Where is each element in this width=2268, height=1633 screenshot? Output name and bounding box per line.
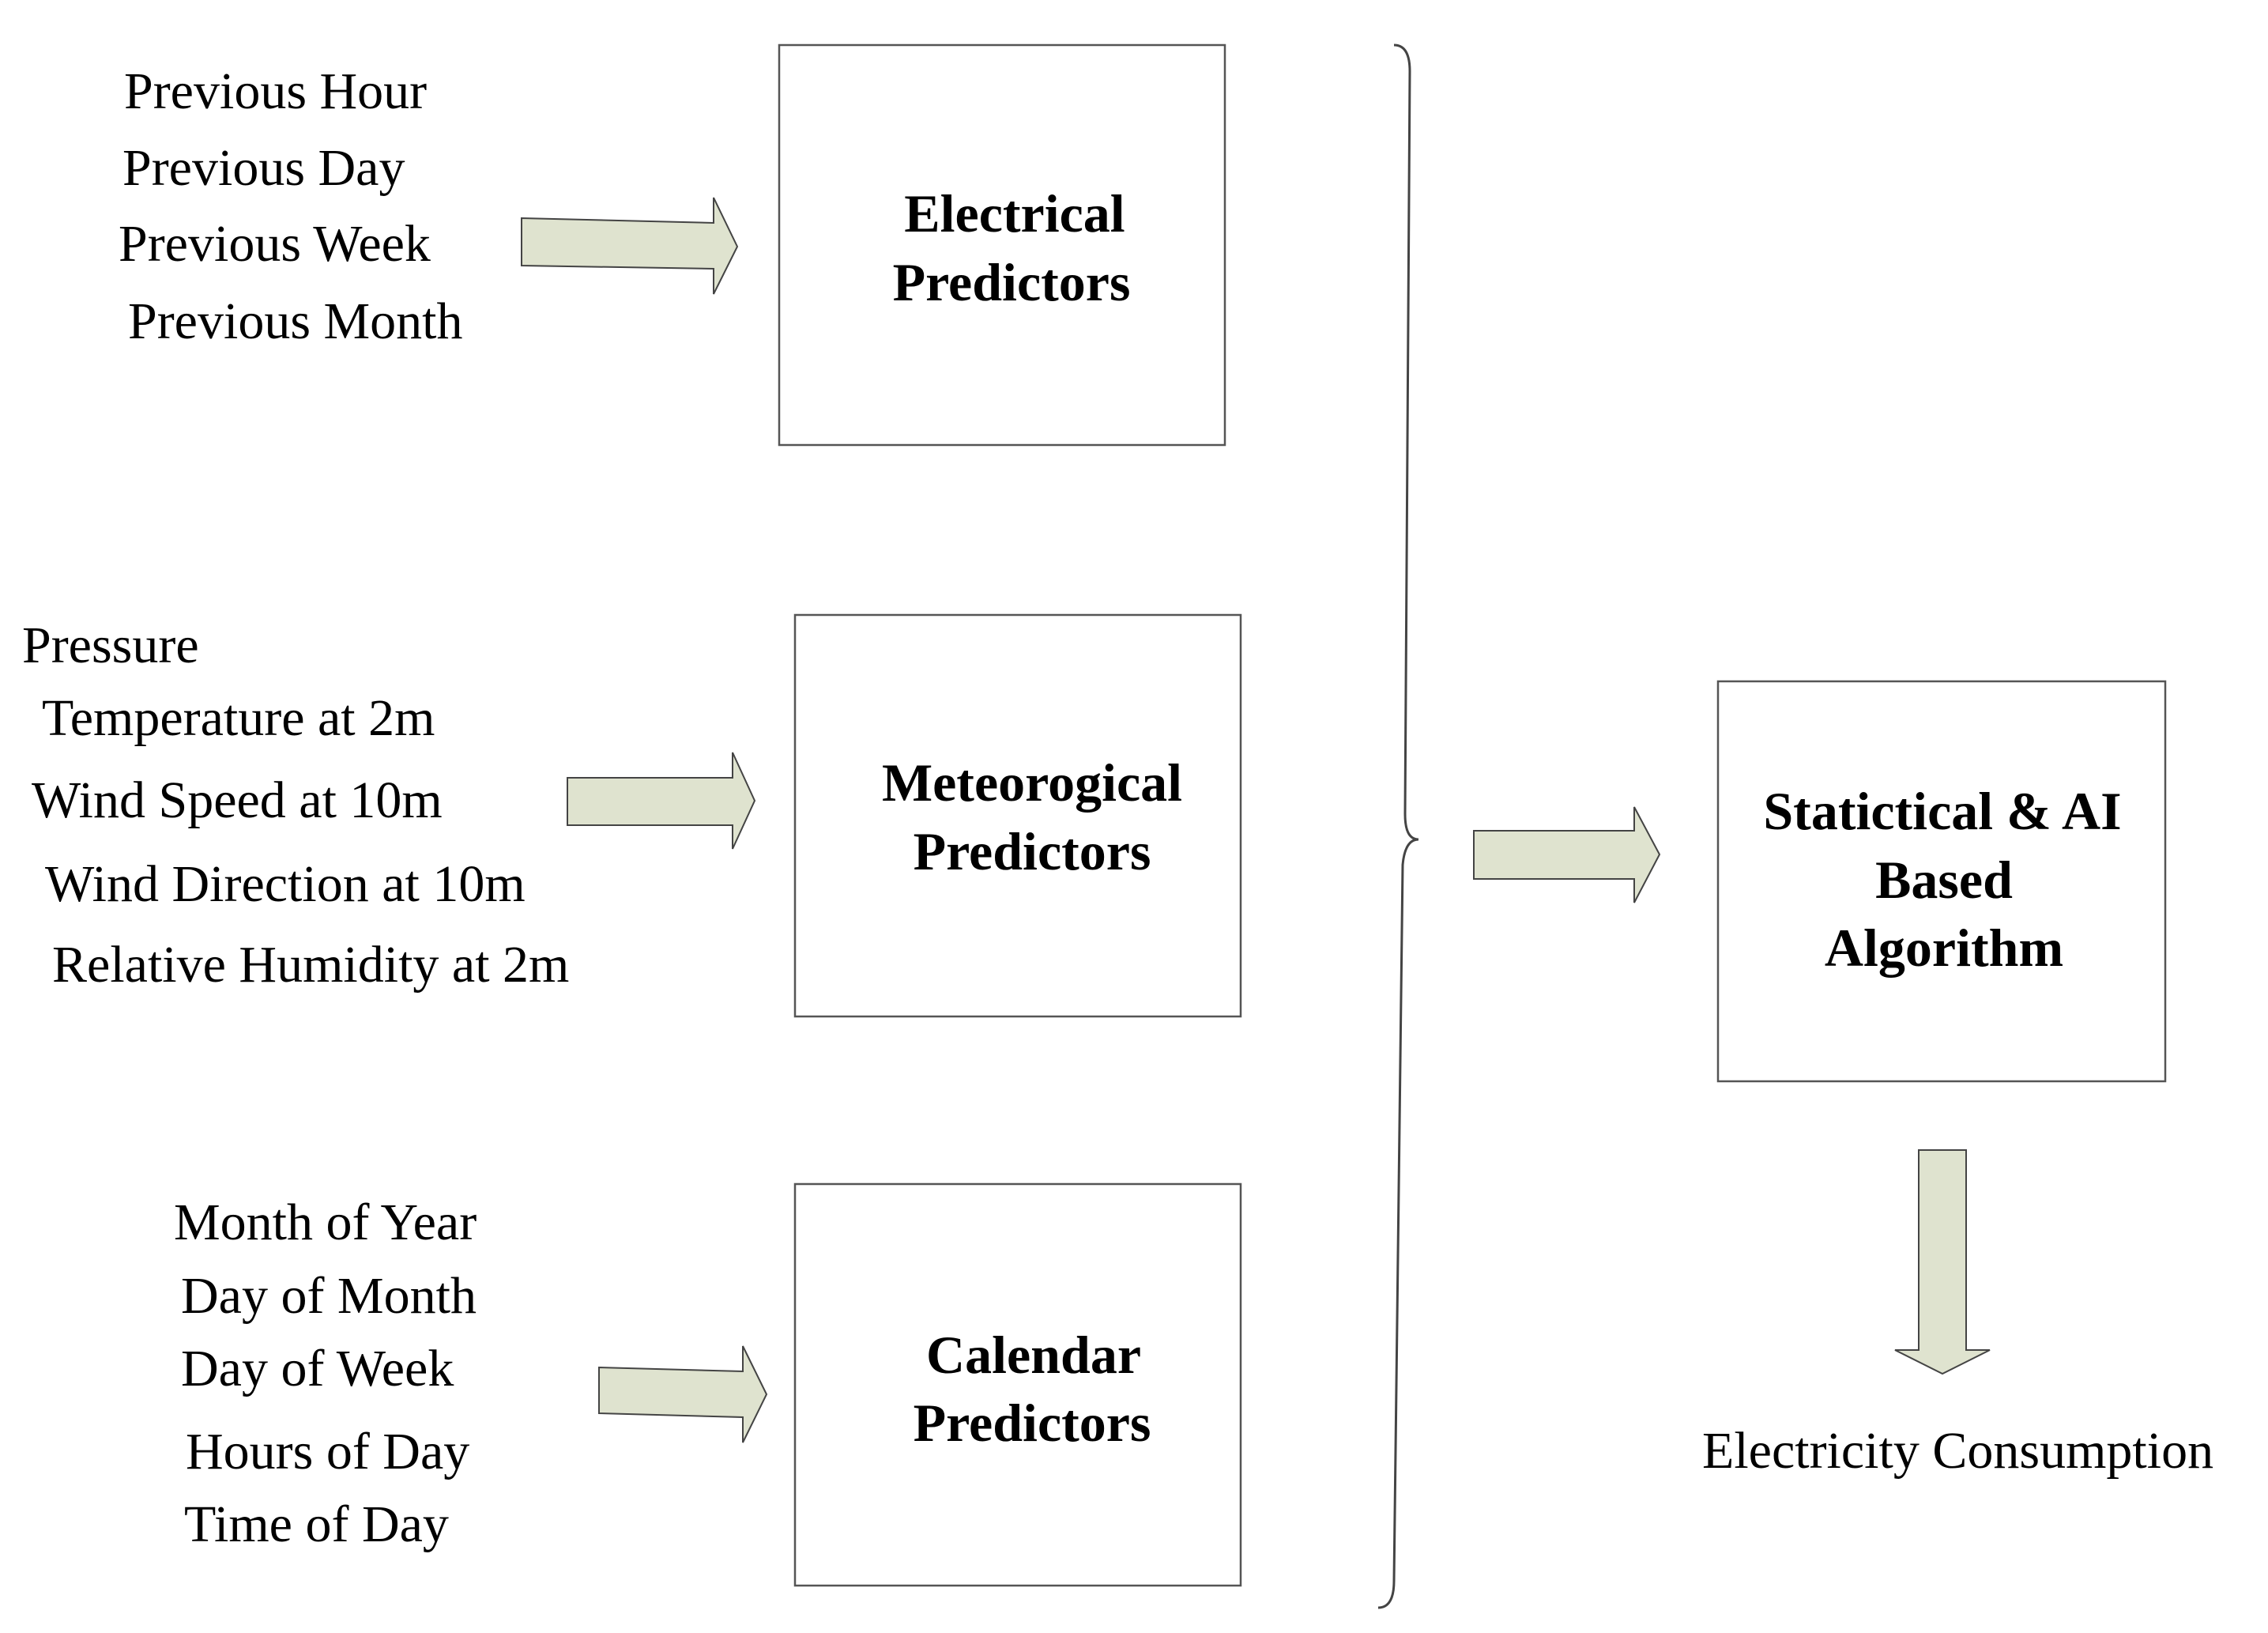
box-title: Statictical & AI <box>1763 781 2122 841</box>
input-label: Time of Day <box>184 1495 449 1553</box>
input-label: Wind Direction at 10m <box>45 855 526 913</box>
box-title: Meteorogical <box>881 752 1183 813</box>
input-label: Previous Month <box>128 292 463 350</box>
electrical-predictors-box <box>779 45 1225 445</box>
box-title: Algorithm <box>1824 918 2064 978</box>
box-title: Predictors <box>913 1393 1151 1453</box>
meteorological-inputs <box>22 617 569 994</box>
box-title: Predictors <box>892 252 1131 312</box>
input-label: Pressure <box>22 617 199 674</box>
input-label: Hours of Day <box>186 1423 470 1480</box>
input-label: Previous Hour <box>124 62 428 120</box>
input-label: Wind Speed at 10m <box>32 771 443 829</box>
calendar-inputs <box>174 1194 477 1553</box>
algorithm-input-arrow <box>1474 807 1660 903</box>
output-label: Electricity Consumption <box>1702 1422 2214 1480</box>
box-title: Electrical <box>904 183 1125 243</box>
input-label: Previous Day <box>122 139 405 197</box>
input-label: Day of Week <box>181 1340 454 1397</box>
box-title: Calendar <box>926 1325 1141 1385</box>
box-title: Based <box>1875 850 2013 910</box>
calendar-predictors-box <box>795 1184 1241 1586</box>
meteorological-arrow <box>567 752 755 849</box>
grouping-brace <box>1378 45 1418 1608</box>
output-arrow <box>1895 1150 1990 1374</box>
input-label: Previous Week <box>119 215 431 273</box>
input-label: Relative Humidity at 2m <box>52 936 570 994</box>
algorithm-box <box>1718 681 2165 1081</box>
box-title: Predictors <box>913 821 1151 881</box>
input-label: Day of Month <box>181 1267 477 1325</box>
meteorological-predictors-box <box>795 615 1241 1016</box>
electrical-arrow <box>522 198 737 294</box>
input-label: Month of Year <box>174 1194 477 1251</box>
calendar-arrow <box>599 1346 767 1443</box>
input-label: Temperature at 2m <box>42 689 435 747</box>
electrical-inputs <box>119 62 463 350</box>
